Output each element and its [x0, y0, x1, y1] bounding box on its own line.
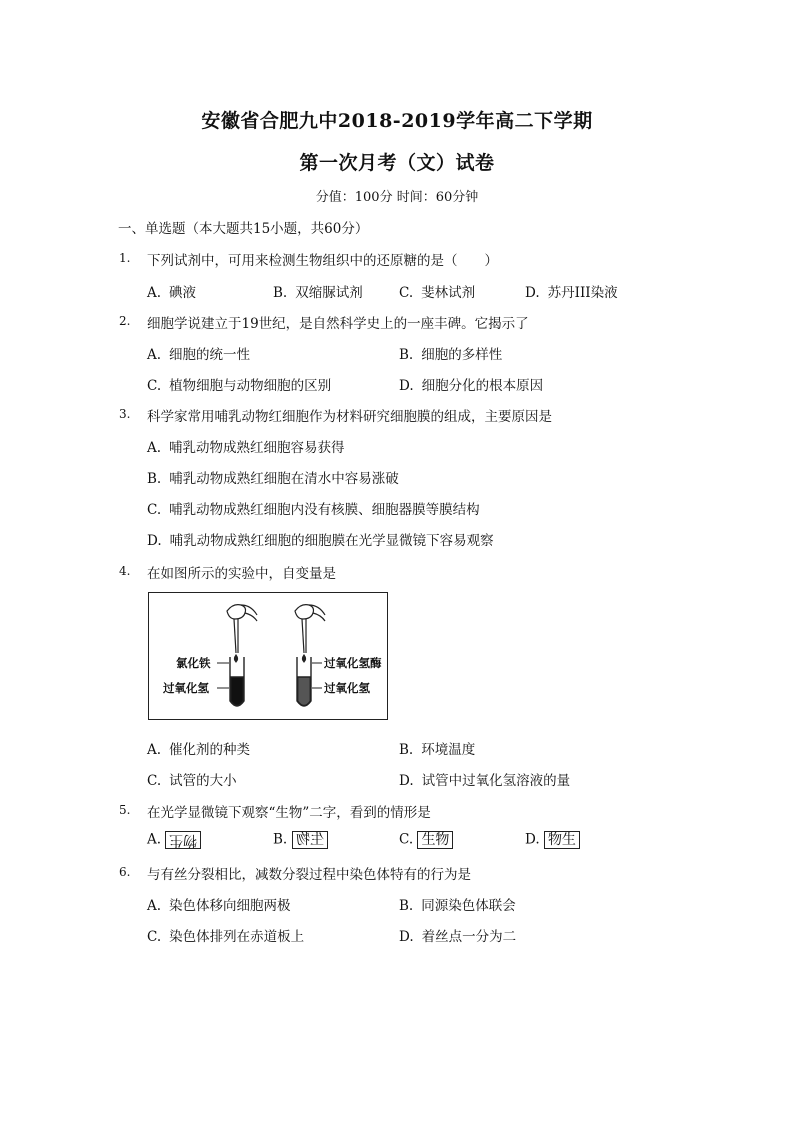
option-word-image: 生物 [417, 831, 453, 849]
question-text: 细胞学说建立于19世纪，是自然科学史上的一座丰碑。它揭示了 [147, 316, 529, 332]
option-label: B. [399, 742, 414, 758]
option-text: 催化剂的种类 [169, 742, 251, 758]
exam-title-line1: 安徽省合肥九中2018-2019学年高二下学期 [201, 110, 593, 132]
option-d[interactable] [147, 529, 494, 549]
option-word-image: 物生 [544, 831, 580, 849]
option-label: D. [525, 285, 540, 301]
option-d[interactable] [399, 374, 543, 394]
option-label: B. [399, 898, 414, 914]
option-c[interactable] [147, 769, 237, 789]
option-text: 哺乳动物成熟红细胞内没有核膜、细胞器膜等膜结构 [169, 502, 480, 518]
option-d[interactable] [399, 925, 516, 945]
option-word-image: 生物 [292, 831, 328, 849]
option-label: C. [147, 773, 162, 789]
option-b[interactable] [399, 343, 502, 363]
option-text: 双缩脲试剂 [295, 285, 363, 301]
figure-label: 氯化铁 [176, 656, 211, 670]
option-label: B. [147, 471, 162, 487]
option-c[interactable] [399, 831, 453, 849]
question-number: 6. [119, 865, 131, 879]
option-label: D. [525, 831, 540, 848]
experiment-figure [148, 592, 388, 720]
option-text: 碘液 [169, 285, 197, 301]
option-text: 细胞分化的根本原因 [421, 378, 544, 394]
option-a[interactable] [147, 894, 291, 914]
option-text: 哺乳动物成熟红细胞在清水中容易涨破 [169, 471, 399, 487]
option-label: C. [399, 831, 414, 848]
option-d[interactable] [525, 281, 618, 301]
exam-title-line2: 第一次月考（文）试卷 [299, 152, 495, 174]
question-number: 1. [119, 251, 131, 265]
option-label: D. [399, 378, 414, 394]
question-number: 5. [119, 803, 131, 817]
option-a[interactable] [147, 343, 250, 363]
option-c[interactable] [147, 925, 304, 945]
option-text: 哺乳动物成熟红细胞的细胞膜在光学显微镜下容易观察 [169, 533, 494, 549]
option-label: C. [147, 929, 162, 945]
option-label: A. [147, 285, 162, 301]
right-test-tube [297, 657, 311, 706]
option-text: 哺乳动物成熟红细胞容易获得 [169, 440, 345, 456]
option-a[interactable] [147, 738, 250, 758]
option-text: 环境温度 [421, 742, 476, 758]
option-b[interactable] [399, 894, 516, 914]
option-b[interactable] [399, 738, 475, 758]
option-text: 着丝点一分为二 [421, 929, 517, 945]
figure-label: 过氧化氢 [163, 681, 209, 695]
option-text: 细胞的多样性 [421, 347, 503, 363]
figure-label: 过氧化氢 [324, 681, 370, 695]
option-label: C. [147, 502, 162, 518]
option-b[interactable] [273, 831, 328, 849]
option-c[interactable] [147, 374, 331, 394]
option-text: 细胞的统一性 [169, 347, 251, 363]
option-d[interactable] [399, 769, 570, 789]
question-text: 科学家常用哺乳动物红细胞作为材料研究细胞膜的组成，主要原因是 [147, 409, 552, 425]
question-number: 2. [119, 314, 131, 328]
question-text: 在光学显微镜下观察“生物”二字，看到的情形是 [147, 805, 431, 821]
option-b[interactable] [147, 467, 399, 487]
option-label: B. [273, 831, 288, 848]
option-label: D. [399, 929, 414, 945]
option-label: C. [147, 378, 162, 394]
option-label: C. [399, 285, 414, 301]
question-number: 4. [119, 564, 131, 578]
option-label: B. [273, 285, 288, 301]
option-b[interactable] [273, 281, 363, 301]
option-label: A. [147, 347, 162, 363]
option-label: B. [399, 347, 414, 363]
option-label: A. [147, 440, 162, 456]
option-text: 植物细胞与动物细胞的区别 [169, 378, 332, 394]
question-text: 在如图所示的实验中，自变量是 [147, 566, 336, 582]
option-label: D. [147, 533, 162, 549]
option-label: A. [147, 742, 162, 758]
option-a[interactable] [147, 831, 201, 849]
option-text: 染色体移向细胞两极 [169, 898, 291, 914]
option-text: 斐林试剂 [421, 285, 476, 301]
option-c[interactable] [399, 281, 475, 301]
option-text: 试管的大小 [169, 773, 237, 789]
option-text: 同源染色体联会 [421, 898, 516, 914]
option-d[interactable] [525, 831, 580, 849]
option-text: 染色体排列在赤道板上 [169, 929, 305, 945]
right-hand-dropper-icon [295, 605, 325, 662]
question-text: 与有丝分裂相比，减数分裂过程中染色体特有的行为是 [147, 867, 471, 883]
option-label: A. [147, 831, 162, 848]
left-test-tube [230, 657, 244, 706]
option-text: 试管中过氧化氢溶液的量 [421, 773, 571, 789]
left-hand-dropper-icon [227, 605, 257, 662]
exam-meta: 分值：100分 时间：60分钟 [315, 190, 479, 205]
option-label: A. [147, 898, 162, 914]
option-c[interactable] [147, 498, 480, 518]
option-text: 苏丹III染液 [547, 285, 618, 301]
option-a[interactable] [147, 281, 196, 301]
figure-label: 过氧化氢酶 [324, 656, 382, 670]
option-label: D. [399, 773, 414, 789]
option-a[interactable] [147, 436, 345, 456]
question-number: 3. [119, 407, 131, 421]
section-heading: 一、单选题（本大题共15小题，共60分） [118, 221, 369, 237]
option-word-image: 物生 [165, 831, 201, 849]
question-text: 下列试剂中，可用来检测生物组织中的还原糖的是（ ） [147, 253, 498, 269]
